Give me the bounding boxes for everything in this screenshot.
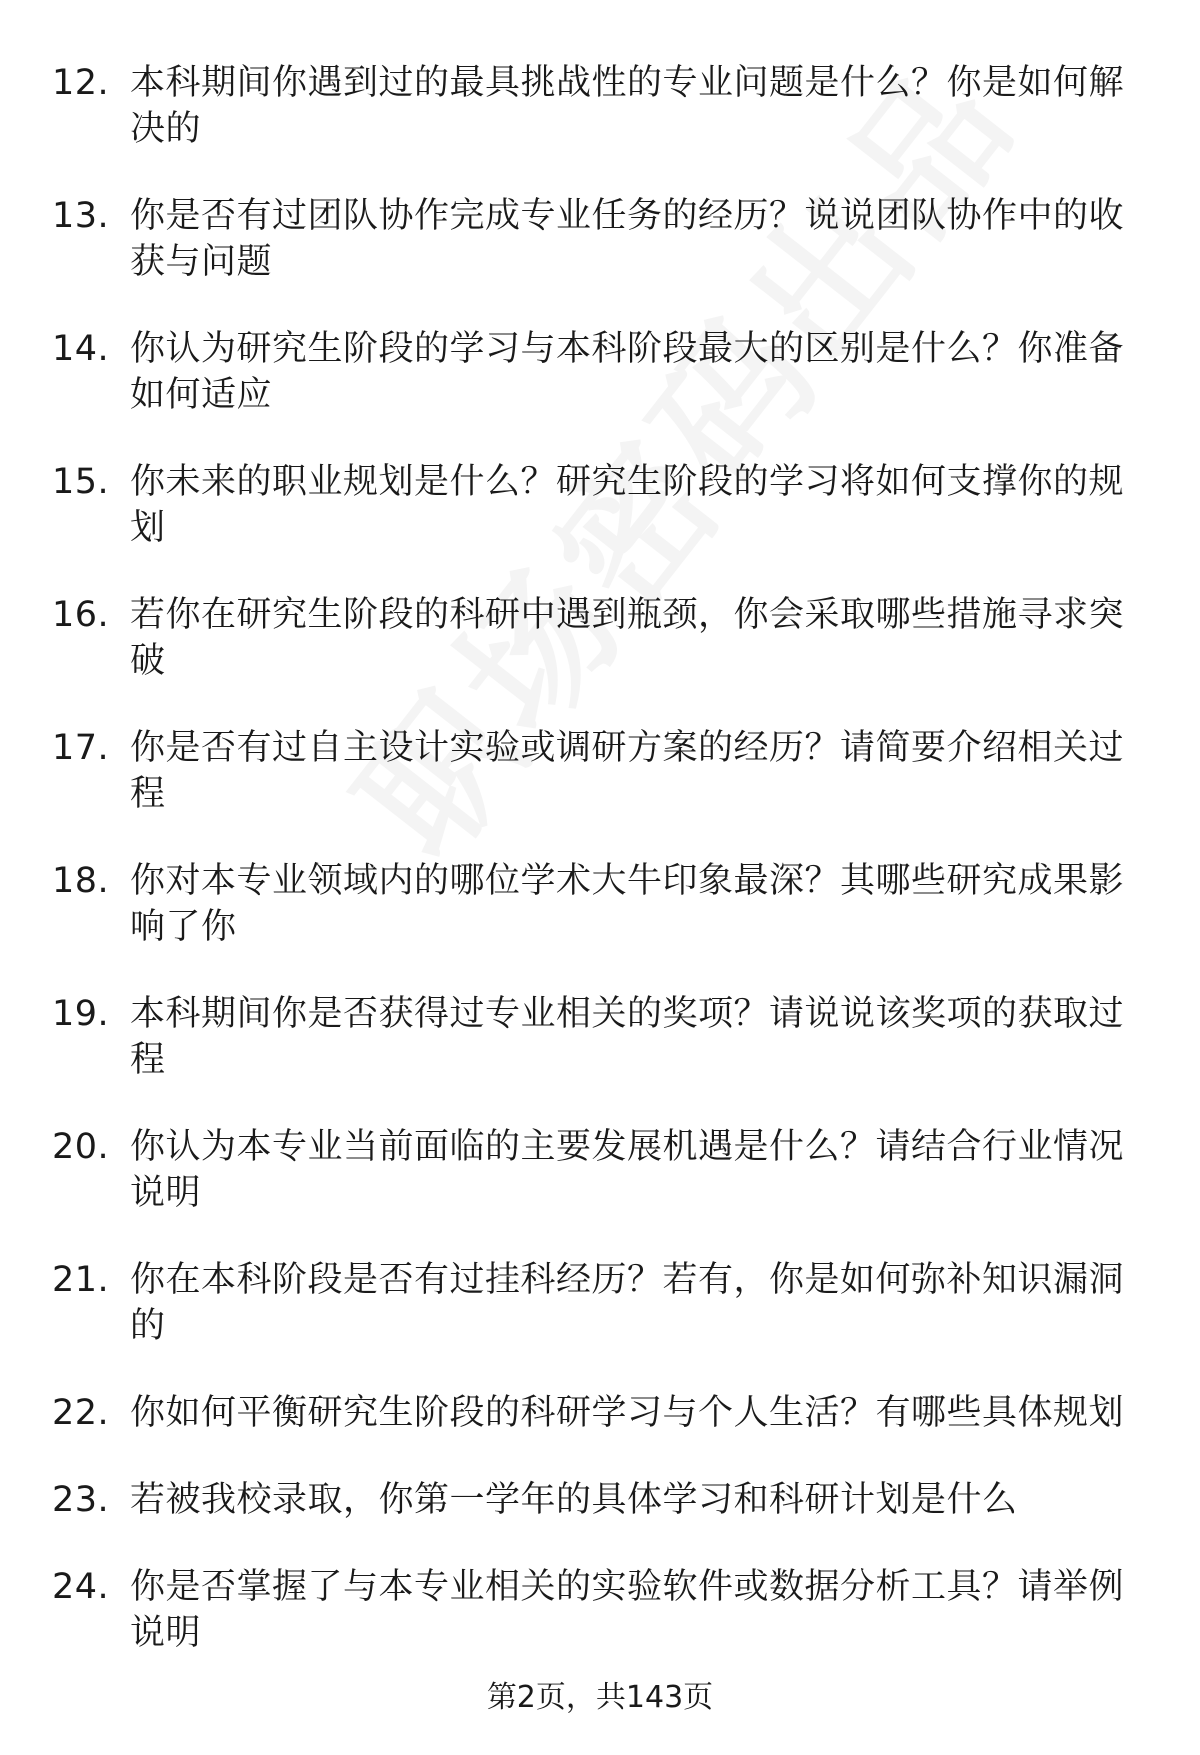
question-number: 15. xyxy=(52,462,110,502)
question-text: 你未来的职业规划是什么？研究生阶段的学习将如何支撑你的规划 xyxy=(130,462,1125,548)
question-number: 19. xyxy=(52,994,110,1034)
question-item xyxy=(52,858,1142,950)
question-text: 你在本科阶段是否有过挂科经历？若有，你是如何弥补知识漏洞的 xyxy=(130,1260,1125,1346)
question-item xyxy=(52,991,1142,1083)
question-number: 16. xyxy=(52,595,110,635)
question-item xyxy=(52,1477,1142,1523)
question-item xyxy=(52,326,1142,418)
question-item xyxy=(52,193,1142,285)
question-item xyxy=(52,60,1142,152)
question-text: 本科期间你是否获得过专业相关的奖项？请说说该奖项的获取过程 xyxy=(130,994,1125,1080)
question-text: 你是否掌握了与本专业相关的实验软件或数据分析工具？请举例说明 xyxy=(130,1567,1125,1653)
question-number: 24. xyxy=(52,1567,110,1607)
question-text: 你认为研究生阶段的学习与本科阶段最大的区别是什么？你准备如何适应 xyxy=(130,329,1125,415)
question-text: 你是否有过团队协作完成专业任务的经历？说说团队协作中的收获与问题 xyxy=(130,196,1125,282)
question-number: 14. xyxy=(52,329,110,369)
question-item xyxy=(52,592,1142,684)
question-item xyxy=(52,1390,1142,1436)
question-text: 若你在研究生阶段的科研中遇到瓶颈，你会采取哪些措施寻求突破 xyxy=(130,595,1125,681)
question-item xyxy=(52,459,1142,551)
question-text: 你对本专业领域内的哪位学术大牛印象最深？其哪些研究成果影响了你 xyxy=(130,861,1125,947)
question-text: 你如何平衡研究生阶段的科研学习与个人生活？有哪些具体规划 xyxy=(130,1393,1125,1433)
question-text: 你是否有过自主设计实验或调研方案的经历？请简要介绍相关过程 xyxy=(130,728,1125,814)
question-item xyxy=(52,1564,1142,1656)
question-text: 你认为本专业当前面临的主要发展机遇是什么？请结合行业情况说明 xyxy=(130,1127,1125,1213)
question-number: 18. xyxy=(52,861,110,901)
question-item xyxy=(52,725,1142,817)
question-text: 本科期间你遇到过的最具挑战性的专业问题是什么？你是如何解决的 xyxy=(130,63,1125,149)
question-number: 12. xyxy=(52,63,110,103)
question-item xyxy=(52,1257,1142,1349)
question-number: 17. xyxy=(52,728,110,768)
page-number-footer: 第2页，共143页 xyxy=(486,1680,714,1715)
question-list xyxy=(52,60,1142,1697)
question-number: 20. xyxy=(52,1127,110,1167)
question-number: 13. xyxy=(52,196,110,236)
question-number: 21. xyxy=(52,1260,110,1300)
question-item xyxy=(52,1124,1142,1216)
question-number: 23. xyxy=(52,1480,110,1520)
question-text: 若被我校录取，你第一学年的具体学习和科研计划是什么 xyxy=(130,1480,1018,1520)
question-number: 22. xyxy=(52,1393,110,1433)
